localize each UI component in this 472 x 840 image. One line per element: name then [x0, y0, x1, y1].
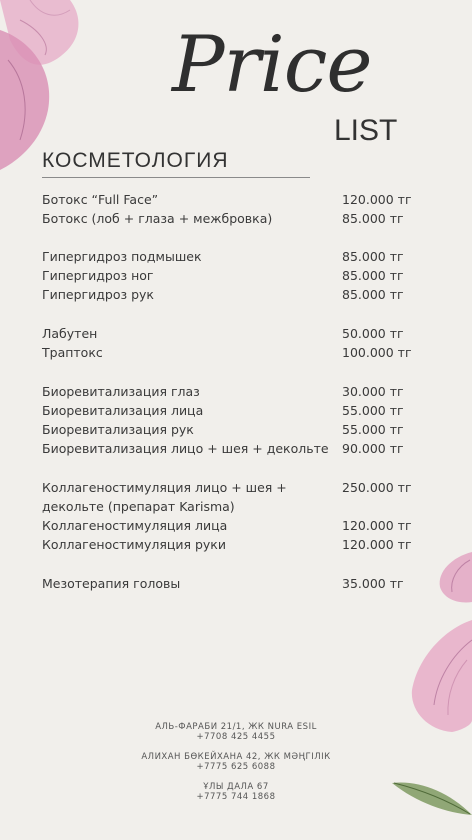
- service-name: Мезотерапия головы: [42, 576, 181, 591]
- flower-decoration-icon: [392, 620, 472, 735]
- section-title: КОСМЕТОЛОГИЯ: [42, 149, 229, 172]
- service-price: 120.000 тг: [342, 518, 412, 533]
- service-name: Биоревитализация рук: [42, 422, 194, 437]
- page-title-sub: LIST: [334, 114, 398, 147]
- service-price: 250.000 тг: [342, 480, 412, 495]
- service-name: Лабутен: [42, 326, 98, 341]
- page-title-script: Price: [172, 20, 372, 110]
- service-price: 50.000 тг: [342, 326, 404, 341]
- phone-number: +7775 625 6088: [196, 762, 276, 772]
- service-price: 90.000 тг: [342, 441, 404, 456]
- service-price: 35.000 тг: [342, 576, 404, 591]
- section-divider: [42, 177, 310, 178]
- service-name: Биоревитализация глаз: [42, 384, 200, 399]
- service-name: Ботокс “Full Face”: [42, 192, 159, 207]
- service-price: 85.000 тг: [342, 249, 404, 264]
- service-name: Биоревитализация лица: [42, 403, 204, 418]
- service-price: 30.000 тг: [342, 384, 404, 399]
- phone-number: +7775 744 1868: [196, 792, 276, 802]
- service-name: Коллагеностимуляция лица: [42, 518, 228, 533]
- service-price: 55.000 тг: [342, 422, 404, 437]
- contacts-footer: [0, 722, 472, 812]
- service-price: 120.000 тг: [342, 192, 412, 207]
- address-text: АЛИХАН БӨКЕЙХАНА 42, ЖК МӘҢГІЛІК: [141, 752, 331, 762]
- service-name: Гипергидроз ног: [42, 268, 154, 283]
- address-block: [0, 782, 472, 802]
- service-name: Биоревитализация лицо + шея + декольте: [42, 441, 329, 456]
- service-name: Гипергидроз подмышек: [42, 249, 202, 264]
- service-name: Коллагеностимуляция лицо + шея + декольте (препарат Karisma): [42, 480, 287, 514]
- service-price: 100.000 тг: [342, 345, 412, 360]
- address-block: [0, 752, 472, 772]
- service-name: Ботокс (лоб + глаза + межбровка): [42, 211, 273, 226]
- service-name: Коллагеностимуляция руки: [42, 537, 226, 552]
- service-price: 85.000 тг: [342, 287, 404, 302]
- phone-number: +7708 425 4455: [196, 732, 276, 742]
- address-text: АЛЬ-ФАРАБИ 21/1, ЖК NURA ESIL: [155, 722, 317, 732]
- service-price: 55.000 тг: [342, 403, 404, 418]
- service-price: 85.000 тг: [342, 211, 404, 226]
- service-name: Гипергидроз рук: [42, 287, 154, 302]
- address-block: [0, 722, 472, 742]
- service-name: Траптокс: [42, 345, 103, 360]
- petal-decoration-icon: [432, 552, 472, 607]
- address-text: ҰЛЫ ДАЛА 67: [203, 782, 269, 792]
- service-price: 85.000 тг: [342, 268, 404, 283]
- service-price: 120.000 тг: [342, 537, 412, 552]
